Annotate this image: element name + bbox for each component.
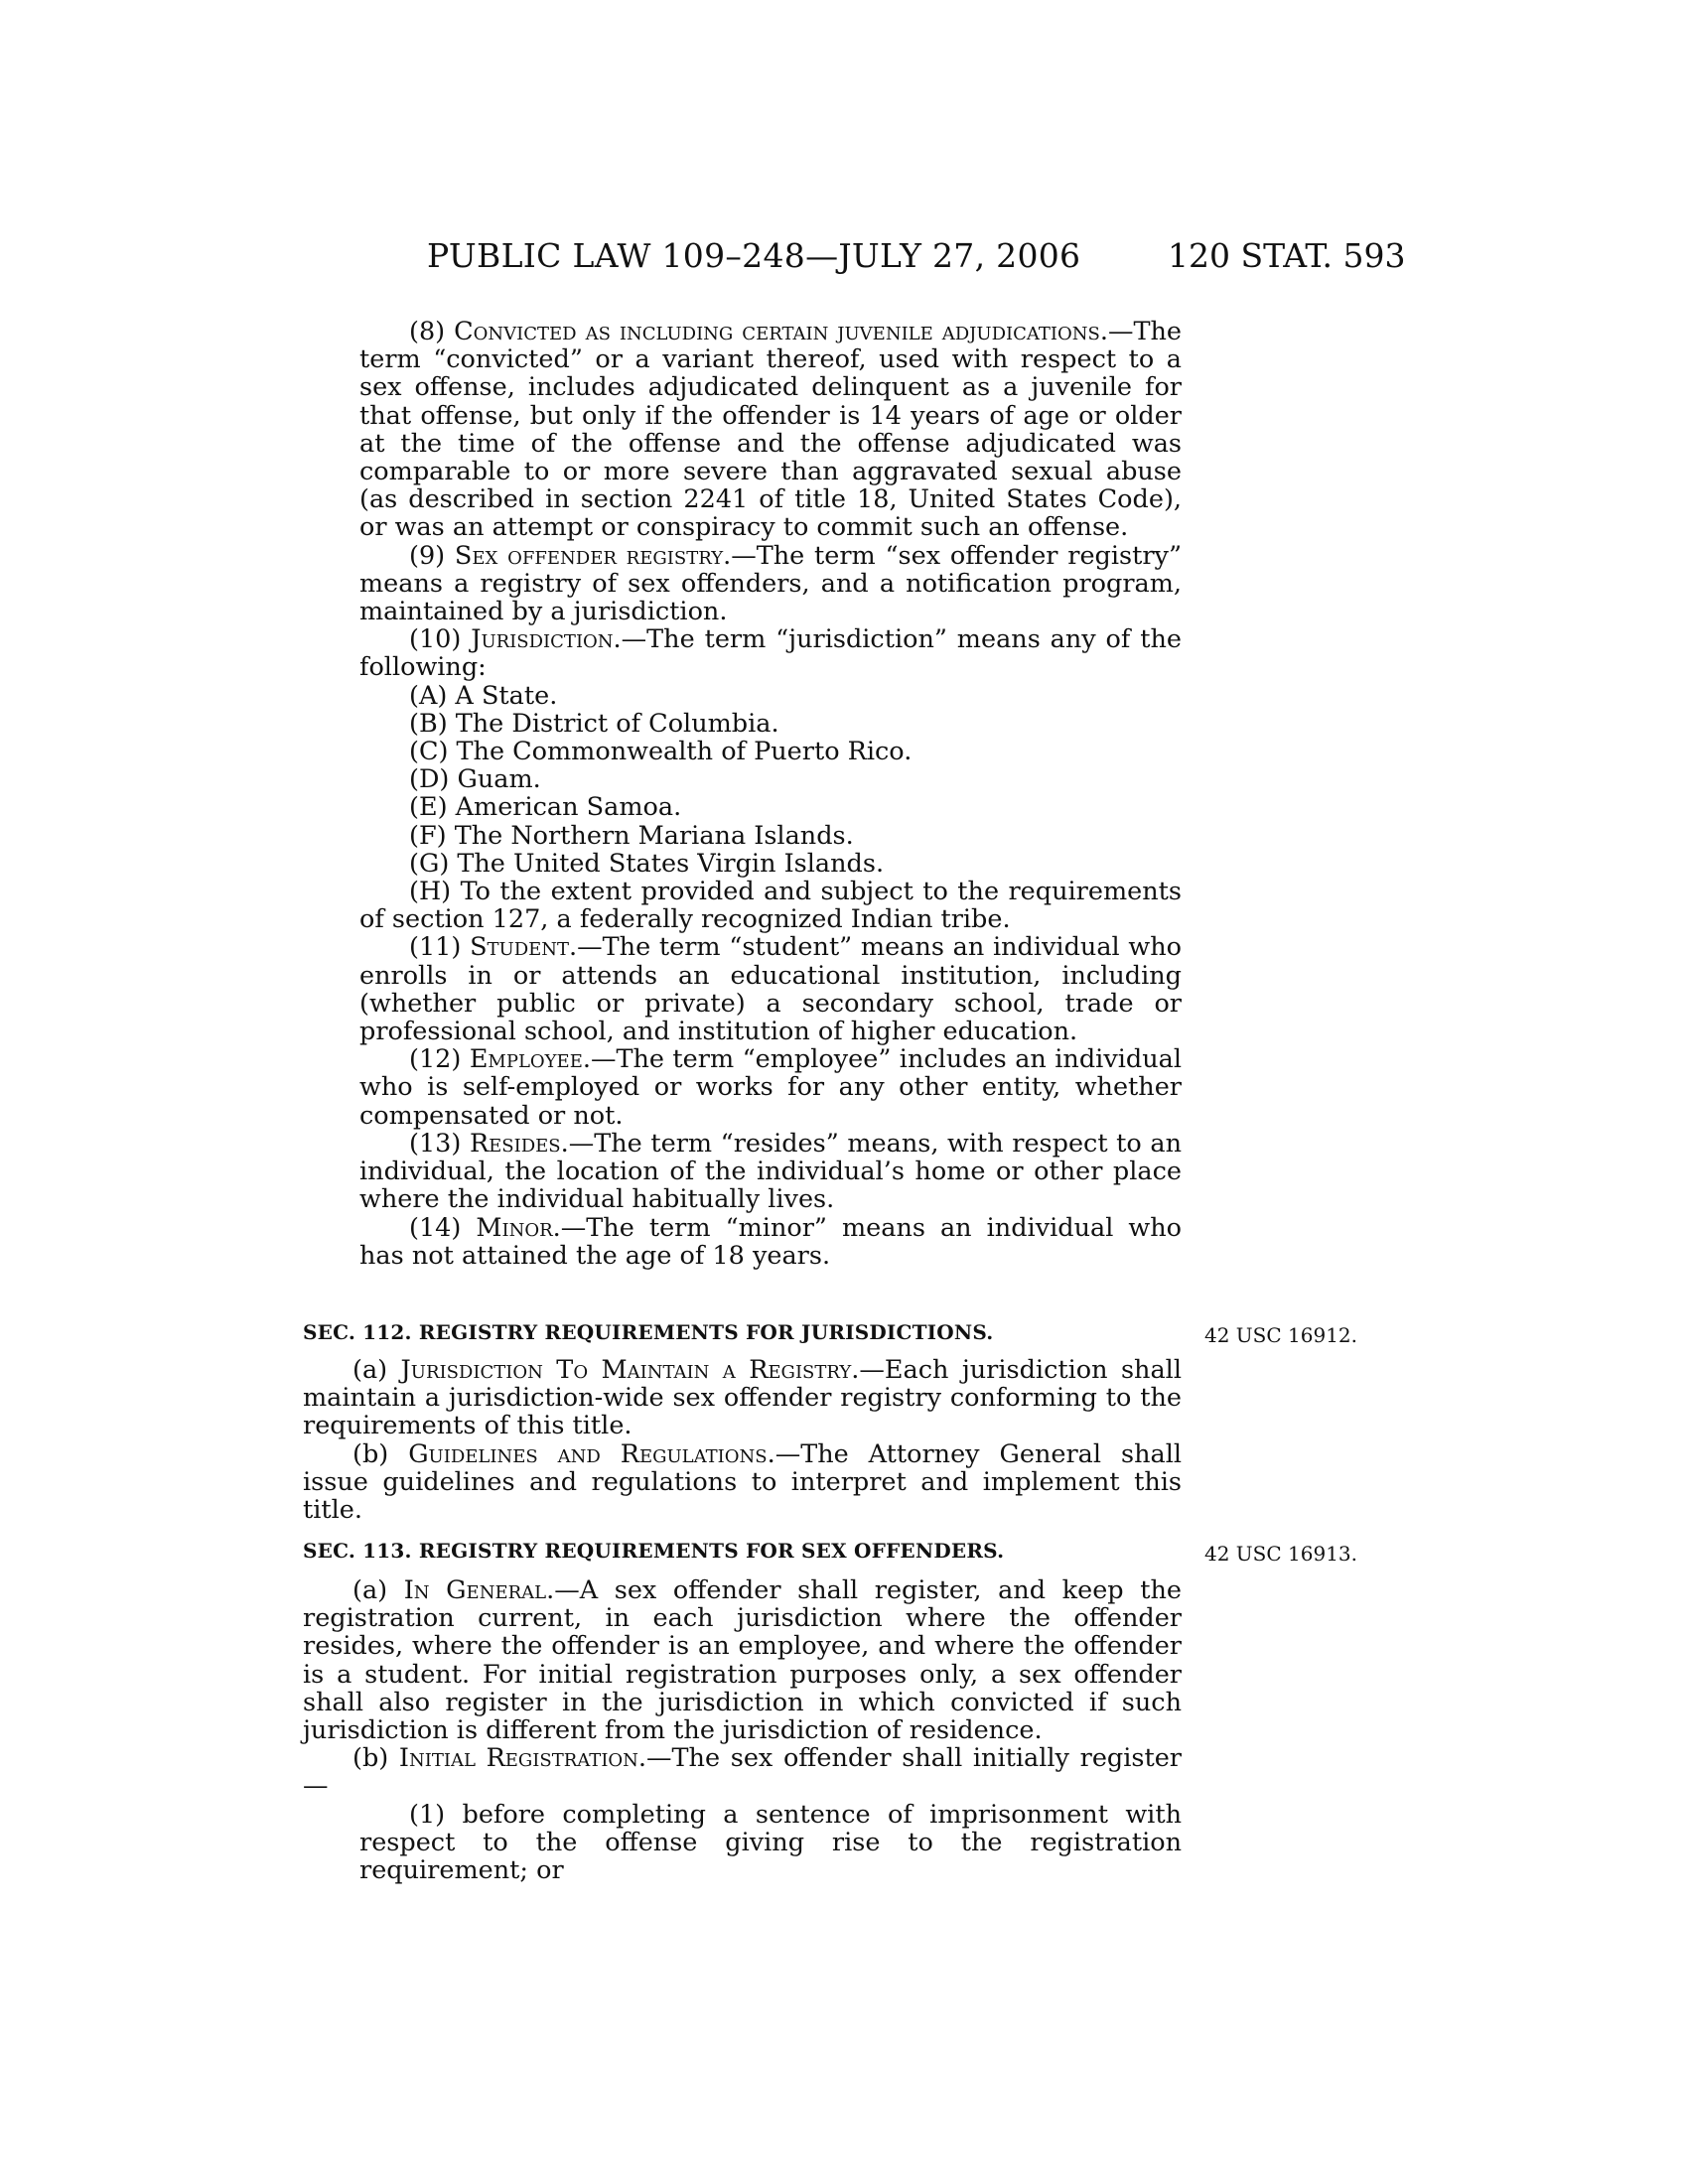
jurisdiction-item: (E) American Samoa. bbox=[409, 792, 682, 823]
section-112 bbox=[303, 1320, 1182, 1524]
jurisdiction-item: (H) To the extent provided and subject to the requirements of section 127, a federally recognized Indian tribe. bbox=[359, 877, 1182, 935]
section-113 bbox=[303, 1539, 1182, 1884]
page-citation: 120 STAT. 593 bbox=[1168, 236, 1406, 275]
definition-10: (10) Jurisdiction.—The term “jurisdiction” means any of the following: bbox=[359, 624, 1182, 683]
subsection-b: (b) Guidelines and Regulations.—The Attorney General shall issue guidelines and regulations to interpret and implement this title. bbox=[303, 1438, 1183, 1526]
section-heading: SEC. 113. REGISTRY REQUIREMENTS FOR SEX OFFENDERS. bbox=[303, 1539, 1005, 1563]
definitions-section bbox=[303, 318, 1182, 1270]
subsection-b: (b) Initial Registration.—The sex offender shall initially register— bbox=[303, 1743, 1182, 1802]
paragraph-1: (1) before completing a sentence of imprisonment with respect to the offense giving rise to the registration requirement; or bbox=[359, 1799, 1182, 1886]
definition-9: (9) Sex offender registry.—The term “sex offender registry” means a registry of sex offenders, and a notification program, maintained by a jurisdiction. bbox=[359, 540, 1182, 627]
jurisdiction-item: (A) A State. bbox=[409, 680, 558, 711]
usc-margin-note: 42 USC 16913. bbox=[1204, 1542, 1358, 1566]
definition-14: (14) Minor.—The term “minor” means an individual who has not attained the age of 18 years. bbox=[359, 1212, 1182, 1271]
jurisdiction-item: (B) The District of Columbia. bbox=[409, 708, 779, 739]
jurisdiction-item: (F) The Northern Mariana Islands. bbox=[409, 820, 854, 851]
subsection-a: (a) In General.—A sex offender shall register, and keep the registration current, in each jurisdiction where the offender resides, where the offender is an employee, and where the offender is a student. For initial registration purposes only, a sex offender shall also register in the jurisdiction in which convicted if such jurisdiction is different from the jurisdiction of residence. bbox=[303, 1575, 1182, 1746]
jurisdiction-item: (D) Guam. bbox=[409, 764, 541, 795]
section-heading: SEC. 112. REGISTRY REQUIREMENTS FOR JURISDICTIONS. bbox=[303, 1320, 994, 1344]
usc-margin-note: 42 USC 16912. bbox=[1204, 1323, 1358, 1347]
jurisdiction-item: (G) The United States Virgin Islands. bbox=[409, 848, 885, 879]
definition-11: (11) Student.—The term “student” means an individual who enrolls in or attends an educational institution, including (whether public or private) a secondary school, trade or professional school, and institution of higher education. bbox=[359, 932, 1182, 1047]
subsection-a: (a) Jurisdiction To Maintain a Registry.—Each jurisdiction shall maintain a jurisdiction-wide sex offender registry conforming to the requirements of this title. bbox=[303, 1355, 1182, 1441]
definition-12: (12) Employee.—The term “employee” includes an individual who is self-employed or works for any other entity, whether compensated or not. bbox=[359, 1044, 1182, 1131]
definition-13: (13) Resides.—The term “resides” means, with respect to an individual, the location of the individual’s home or other place where the individual habitually lives. bbox=[359, 1128, 1182, 1215]
definition-8: (8) Convicted as including certain juvenile adjudications.—The term “convicted” or a variant thereof, used with respect to a sex offense, includes adjudicated delinquent as a juvenile for that offense, but only if the offender is 14 years of age or older at the time of the offense and the offense adjudicated was comparable to or more severe than aggravated sexual abuse (as described in section 2241 of title 18, United States Code), or was an attempt or conspiracy to commit such an offense. bbox=[359, 317, 1182, 543]
jurisdiction-item: (C) The Commonwealth of Puerto Rico. bbox=[409, 737, 913, 767]
running-header: PUBLIC LAW 109–248—JULY 27, 2006 bbox=[427, 236, 1081, 275]
